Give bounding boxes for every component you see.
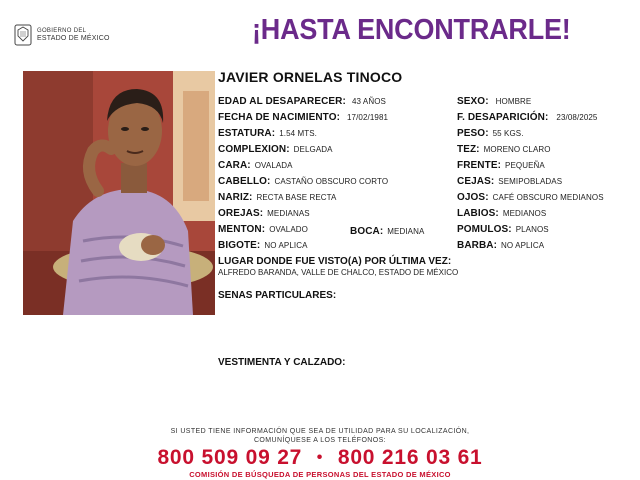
field-complexion [218,144,333,155]
field-value: 17/02/1981 [347,113,389,122]
field-value: MORENO CLARO [483,145,551,154]
field-frente [457,160,545,171]
missing-person-photo [23,71,215,315]
field-nariz [218,192,336,203]
field-cejas [457,176,562,187]
government-line2: ESTADO DE MÉXICO [37,35,110,42]
field-label: CEJAS: [457,176,495,187]
field-label: OREJAS: [218,208,264,219]
field-nacimiento [218,112,388,123]
field-label: PESO: [457,128,489,139]
field-label: CABELLO: [218,176,271,187]
contact-note-line2: COMUNÍQUESE A LOS TELÉFONOS: [253,437,387,444]
field-pomulos [457,224,549,235]
field-label: POMULOS: [457,224,512,235]
field-boca [350,226,424,237]
field-estatura [218,128,317,139]
field-value: NO APLICA [501,241,545,250]
field-value: 43 AÑOS [351,97,386,106]
field-value: NO APLICA [264,241,308,250]
field-label: OJOS: [457,192,489,203]
field-label: COMPLEXION: [218,144,290,155]
field-value: 55 KGS. [492,129,524,138]
field-value: PLANOS [515,225,549,234]
person-name: JAVIER ORNELAS TINOCO [218,69,403,85]
field-label: F. DESAPARICIÓN: [457,112,549,123]
field-value: RECTA BASE RECTA [256,193,337,202]
field-label: EDAD AL DESAPARECER: [218,96,346,107]
phone-separator: • [316,449,324,466]
field-label: BARBA: [457,240,498,251]
field-label: MENTON: [218,224,266,235]
field-value: CASTAÑO OBSCURO CORTO [274,177,389,186]
field-orejas [218,208,310,219]
field-label: ESTATURA: [218,128,276,139]
field-barba [457,240,544,251]
field-label: SEXO: [457,96,489,107]
government-text [37,27,110,43]
field-menton [218,224,308,235]
field-peso [457,128,524,139]
field-label: CARA: [218,160,251,171]
field-label: BOCA: [350,226,384,237]
field-cabello [218,176,388,187]
field-bigote [218,240,308,251]
phone-number-1[interactable]: 800 509 09 27 [157,446,303,469]
field-value: MEDIANA [387,227,425,236]
field-label: FECHA DE NACIMIENTO: [218,112,340,123]
government-line1: GOBIERNO DEL [37,28,87,34]
last-seen-value: ALFREDO BARANDA, VALLE DE CHALCO, ESTADO DE MÉXICO [218,268,459,277]
field-sexo [457,96,531,107]
commission-name: COMISIÓN DE BÚSQUEDA DE PERSONAS DEL ESTADO DE MÉXICO [189,470,451,479]
field-value: SEMIPOBLADAS [498,177,563,186]
particular-signs-label: SENAS PARTICULARES: [218,290,337,301]
field-value: OVALADA [254,161,293,170]
headline: ¡HASTA ENCONTRARLE! [252,14,571,46]
contact-note-line1: SI USTED TIENE INFORMACIÓN QUE SEA DE UTILIDAD PARA SU LOCALIZACIÓN, [170,428,470,435]
phone-numbers [0,446,640,470]
field-cara [218,160,293,171]
field-value: MEDIANAS [267,209,310,218]
field-label: BIGOTE: [218,240,261,251]
field-value: 1.54 MTS. [279,129,318,138]
clothing-label: VESTIMENTA Y CALZADO: [218,357,346,368]
field-value: CAFÉ OBSCURO MEDIANOS [492,193,604,202]
field-labios [457,208,546,219]
field-value: HOMBRE [495,97,532,106]
state-emblem-icon [14,24,32,46]
field-ojos [457,192,604,203]
field-value: OVALADO [269,225,308,234]
field-value: DELGADA [293,145,333,154]
field-value: MEDIANOS [502,209,547,218]
field-tez [457,144,551,155]
last-seen-label: LUGAR DONDE FUE VISTO(A) POR ÚLTIMA VEZ: [218,256,452,267]
field-label: FRENTE: [457,160,502,171]
field-value: PEQUEÑA [505,161,545,170]
government-logo [14,22,124,48]
field-label: NARIZ: [218,192,253,203]
field-edad [218,96,386,107]
field-label: LABIOS: [457,208,499,219]
field-desaparicion [457,112,597,123]
field-label: TEZ: [457,144,480,155]
field-value: 23/08/2025 [556,113,598,122]
phone-number-2[interactable]: 800 216 03 61 [337,446,483,469]
